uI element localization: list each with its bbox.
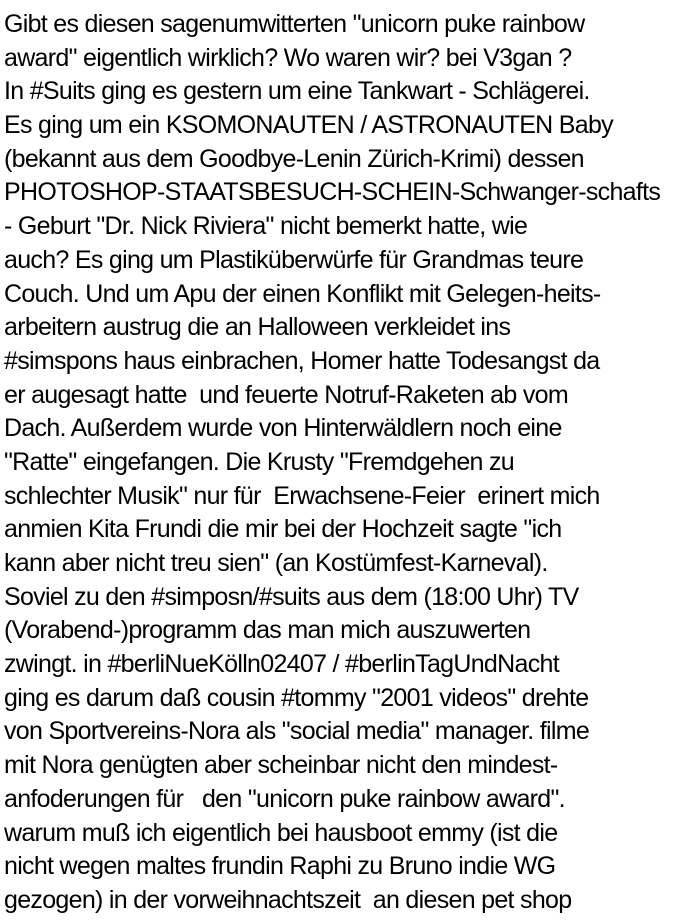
text-line: mit Nora genügten aber scheinbar nicht den mindest- (4, 751, 558, 780)
text-line: von Sportvereins-Nora als "social media" manager. filme (4, 717, 590, 746)
text-line: #simspons haus einbrachen, Homer hatte Todesangst da (4, 346, 600, 375)
text-line: zwingt. in #berliNueKölln02407 / #berlinTagUndNacht (4, 650, 559, 679)
text-line: anmien Kita Frundi die mir bei der Hochzeit sagte "ich (4, 515, 562, 544)
text-line: kann aber nicht treu sien" (an Kostümfest-Karneval). (4, 549, 548, 577)
text-line: award" eigentlich wirklich? Wo waren wir? bei V3gan ? (4, 43, 572, 72)
text-line: (Vorabend-)programm das man mich auszuwerten (4, 616, 531, 645)
text-line: Es ging um ein KSOMONAUTEN / ASTRONAUTEN Baby (4, 111, 613, 140)
text-line: In #Suits ging es gestern um eine Tankwart - Schlägerei. (4, 77, 590, 106)
text-line: gezogen) in der vorweihnachtszeit an diesen pet shop (4, 885, 572, 914)
text-line: Couch. Und um Apu der einen Konflikt mit Gelegen-heits- (4, 279, 601, 308)
text-line: arbeitern austrug die an Halloween verkleidet ins (4, 313, 511, 342)
text-line: - Geburt "Dr. Nick Riviera" nicht bemerkt hatte, wie (4, 212, 528, 241)
text-line: "Ratte" eingefangen. Die Krusty "Fremdgehen zu (4, 447, 514, 476)
text-line: ging es darum daß cousin #tommy "2001 videos" drehte (4, 683, 589, 712)
text-line: PHOTOSHOP-STAATSBESUCH-SCHEIN-Schwanger-schafts (4, 178, 661, 207)
text-line: warum muß ich eigentlich bei hausboot emmy (ist die (4, 818, 558, 847)
text-line: (bekannt aus dem Goodbye-Lenin Zürich-Krimi) dessen (4, 144, 584, 173)
text-line: er augesagt hatte und feuerte Notruf-Raketen ab vom (4, 380, 568, 409)
text-line: Gibt es diesen sagenumwitterten "unicorn puke rainbow (4, 10, 585, 38)
text-line: nicht wegen maltes frundin Raphi zu Bruno indie WG (4, 852, 556, 881)
text-line: anfoderungen für den "unicorn puke rainbow award". (4, 784, 565, 813)
text-line: schlechter Musik" nur für Erwachsene-Feier erinert mich (4, 481, 600, 510)
text-line: Dach. Außerdem wurde von Hinterwäldlern noch eine (4, 414, 562, 443)
text-line: auch? Es ging um Plastiküberwürfe für Grandmas teure (4, 245, 584, 274)
text-line: Soviel zu den #simposn/#suits aus dem (18:00 Uhr) TV (4, 582, 579, 611)
